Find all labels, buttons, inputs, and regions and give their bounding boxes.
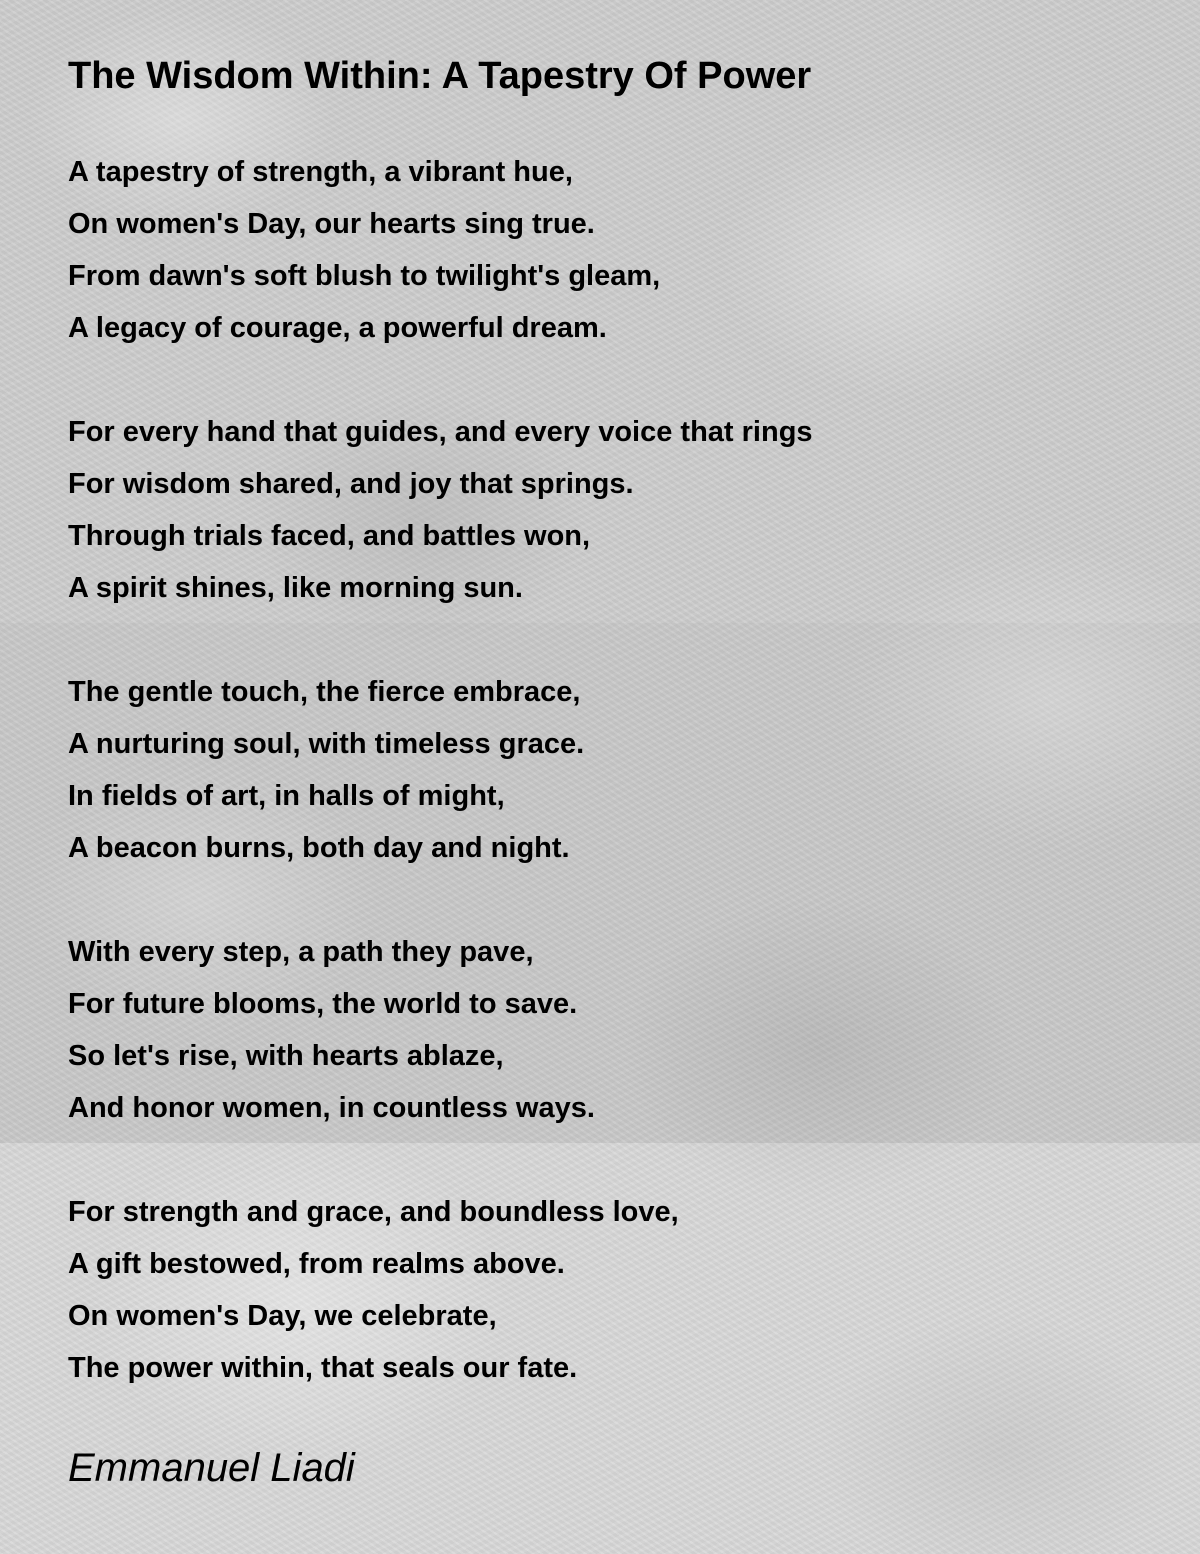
poem-line: A tapestry of strength, a vibrant hue,	[68, 156, 573, 188]
poem-line: A spirit shines, like morning sun.	[68, 572, 523, 604]
poem-line: A legacy of courage, a powerful dream.	[68, 312, 607, 344]
poem-author: Emmanuel Liadi	[68, 1446, 355, 1490]
poem-line: For wisdom shared, and joy that springs.	[68, 468, 634, 500]
stanza-1	[68, 146, 1148, 354]
poem-line: A beacon burns, both day and night.	[68, 832, 570, 864]
poem-line: A gift bestowed, from realms above.	[68, 1248, 565, 1280]
poem	[68, 50, 1148, 1496]
poem-line: Through trials faced, and battles won,	[68, 520, 591, 552]
poem-line: So let's rise, with hearts ablaze,	[68, 1040, 504, 1072]
poem-line: In fields of art, in halls of might,	[68, 780, 505, 812]
poem-line: On women's Day, our hearts sing true.	[68, 208, 595, 240]
stanza-5	[68, 1186, 1148, 1394]
stanza-3	[68, 666, 1148, 874]
poem-line: For strength and grace, and boundless love,	[68, 1196, 679, 1228]
stanza-2	[68, 406, 1148, 614]
poem-title: The Wisdom Within: A Tapestry Of Power	[68, 55, 812, 97]
poem-line: And honor women, in countless ways.	[68, 1092, 595, 1124]
poem-line: The power within, that seals our fate.	[68, 1352, 578, 1384]
poem-line: On women's Day, we celebrate,	[68, 1300, 497, 1332]
poem-line: A nurturing soul, with timeless grace.	[68, 728, 585, 760]
poem-line: For every hand that guides, and every voice that rings	[68, 416, 813, 448]
poem-line: The gentle touch, the fierce embrace,	[68, 676, 581, 708]
stanza-4	[68, 926, 1148, 1134]
poem-line: For future blooms, the world to save.	[68, 988, 578, 1020]
poem-line: From dawn's soft blush to twilight's gleam,	[68, 260, 661, 292]
poem-line: With every step, a path they pave,	[68, 936, 534, 968]
